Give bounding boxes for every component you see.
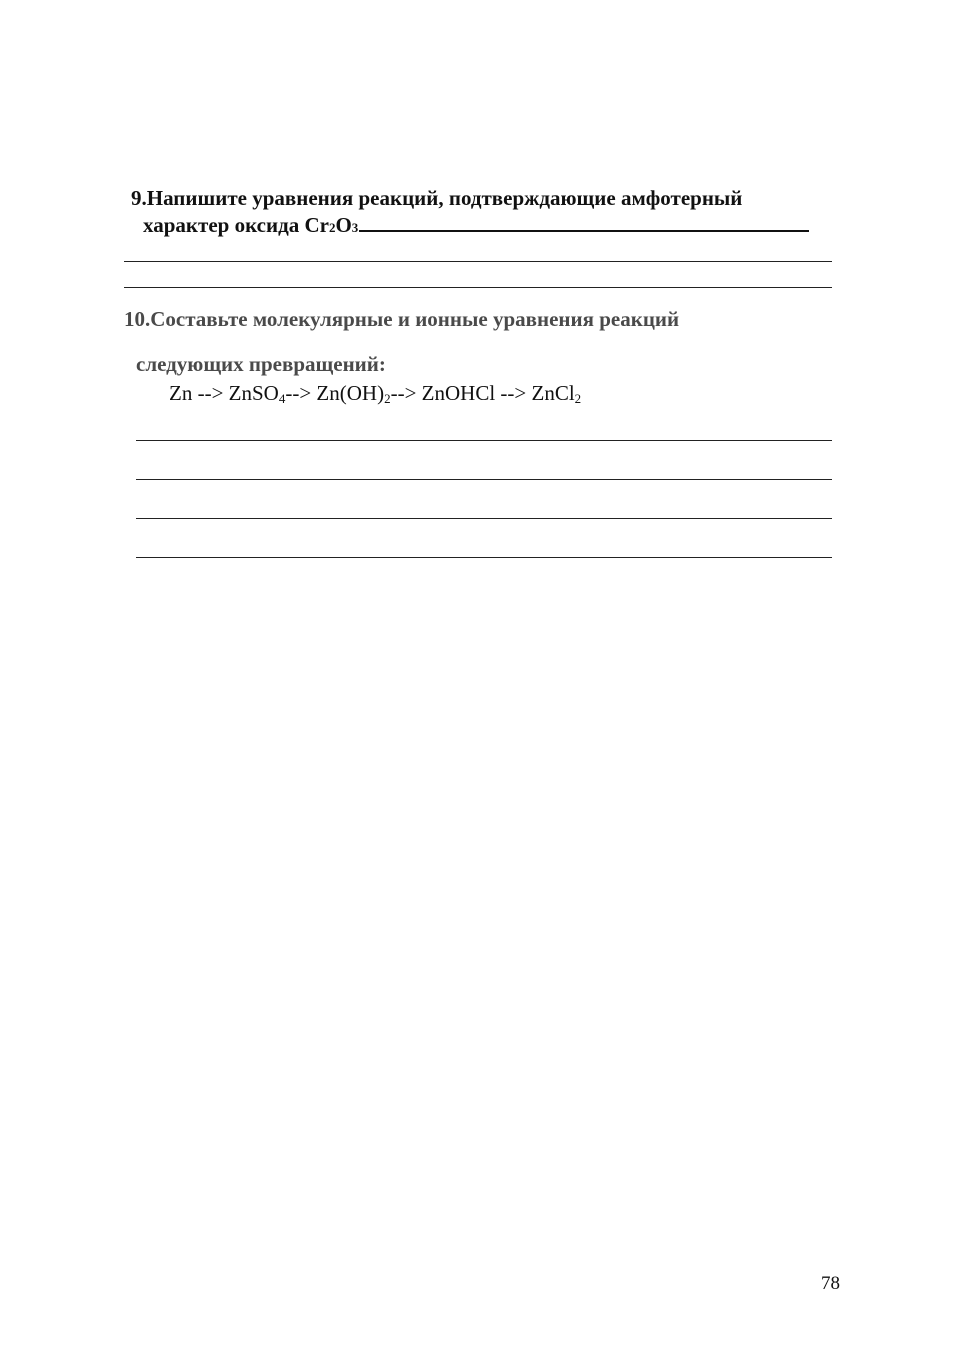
formula-part: O [335,213,352,237]
answer-line-q10-3[interactable] [136,518,832,519]
answer-line-q10-1[interactable] [136,440,832,441]
subscript: 2 [384,391,391,406]
reaction-chain [169,381,581,406]
chain-part: Zn --> ZnSO [169,381,279,405]
answer-line-q9-1[interactable] [124,261,832,262]
answer-line-q10-2[interactable] [136,479,832,480]
question-9-text: характер оксида Cr [143,213,329,237]
answer-blank-inline[interactable] [359,212,809,232]
question-9-title: 9.Напишите уравнения реакций, подтверждающие амфотерный [131,186,743,210]
subscript: 2 [574,391,582,406]
chain-part: --> ZnOHCl --> ZnCl [390,381,575,405]
question-9-title-continued: характер оксида Cr 2 O 3 [143,212,809,238]
subscript: 4 [278,391,286,406]
answer-line-q10-4[interactable] [136,557,832,558]
chain-part: --> Zn(OH) [285,381,385,405]
question-10-title-continued: следующих превращений: [136,352,386,376]
question-10-title: 10.Составьте молекулярные и ионные уравнения реакций [124,307,680,331]
answer-line-q9-2[interactable] [124,287,832,288]
page-number: 78 [821,1273,840,1294]
